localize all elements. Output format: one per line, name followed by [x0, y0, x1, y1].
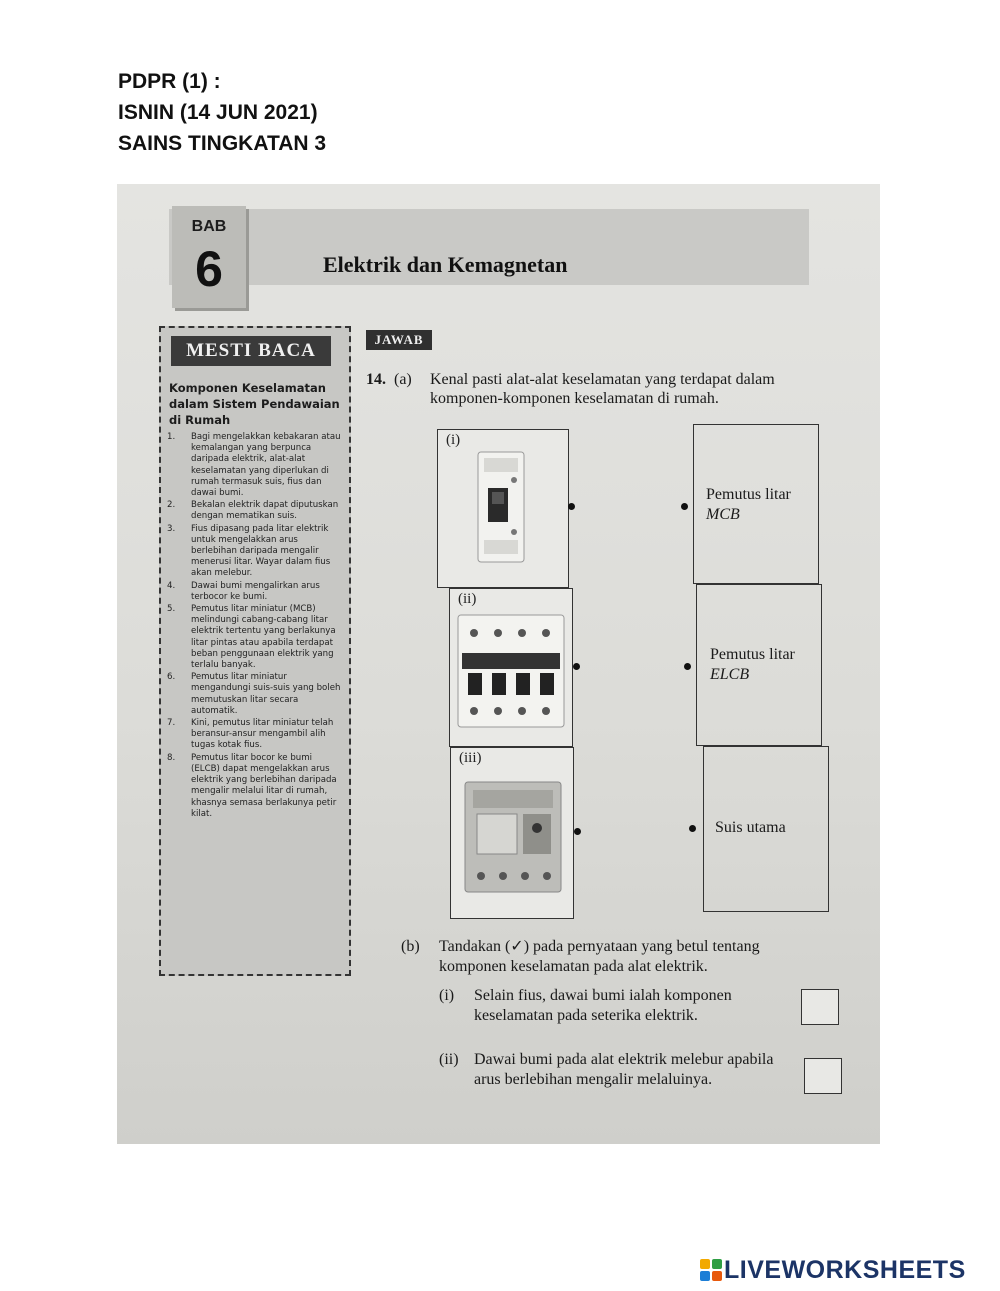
statement-label: (ii) [439, 1051, 459, 1068]
mesti-baca-sidebar [159, 326, 351, 976]
item-text: Pemutus litar miniatur mengandungi suis-suis yang boleh memutuskan litar secara automatik. [191, 672, 341, 716]
item-number: 3. [167, 523, 176, 534]
item-number: 6. [167, 672, 176, 683]
chapter-number: 6 [195, 241, 223, 297]
answer-text-2 [710, 645, 795, 685]
answer-text-1 [706, 485, 791, 525]
elcb-icon [451, 748, 573, 918]
sidebar-item [167, 604, 343, 671]
textbook-photo [117, 184, 880, 1144]
item-number: 1. [167, 432, 176, 442]
answer-abbrev: MCB [706, 506, 740, 523]
item-text: Fius dipasang pada litar elektrik untuk mengelakkan arus berlebihan daripada mengalir menerusi litar. Wayar dalam fius akan melebur. [191, 523, 331, 579]
item-number: 8. [167, 752, 176, 763]
sidebar-heading: Komponen Keselamatan dalam Sistem Pendawaian di Rumah [169, 381, 340, 427]
part-b-text: Tandakan (✓) pada pernyataan yang betul tentang komponen keselamatan pada alat elektrik. [439, 938, 760, 975]
image-label: (ii) [458, 591, 477, 607]
item-text: Pemutus litar miniatur (MCB) melindungi cabang-cabang litar elektrik tertentu yang berlakunya litar pintas atau apabila terdapat beban penggunaan elektrik yang terlalu banyak. [191, 604, 336, 671]
image-label: (i) [446, 432, 461, 448]
jawab-label: JAWAB [366, 330, 432, 350]
sidebar-item [167, 753, 343, 820]
item-text: Bagi mengelakkan kebakaran atau kemalangan yang berpunca daripada elektrik, alat-alat keselamatan yang diperlukan di rumah termasuk suis, fius dan dawai bumi. [191, 432, 341, 499]
statement-label: (i) [439, 987, 455, 1004]
header-line-3: SAINS TINGKATAN 3 [118, 132, 327, 155]
sidebar-item [167, 581, 343, 603]
part-a-label: (a) [394, 371, 412, 388]
mcb-breaker-icon [438, 430, 568, 587]
answer-line-2 [710, 665, 795, 685]
sidebar-title: MESTI BACA [171, 336, 331, 366]
sidebar-item [167, 500, 343, 522]
textbook-page [117, 184, 880, 1144]
image-cell-i [437, 429, 569, 588]
chapter-title: Elektrik dan Kemagnetan [323, 252, 568, 277]
part-b-label: (b) [401, 938, 420, 955]
answer-line-1: Pemutus litar [710, 646, 795, 663]
logo-text: LIVEWORKSHEETS [724, 1256, 966, 1284]
answer-line-1: Suis utama [715, 819, 786, 836]
item-text: Kini, pemutus litar miniatur telah beransur-ansur mengambil alih tugas kotak fius. [191, 718, 334, 751]
item-number: 7. [167, 718, 176, 729]
item-number: 2. [167, 500, 176, 511]
answer-line-2 [706, 505, 791, 525]
item-text: Bekalan elektrik dapat diputuskan dengan mematikan suis. [191, 500, 339, 522]
match-dot-image-ii[interactable] [573, 663, 580, 670]
sidebar-list [167, 432, 343, 821]
statement-text: Selain fius, dawai bumi ialah komponen keselamatan pada seterika elektrik. [474, 987, 732, 1024]
header-line-1: PDPR (1) : [118, 70, 221, 93]
image-cell-ii [449, 588, 573, 747]
match-dot-answer-3[interactable] [689, 825, 696, 832]
sidebar-item [167, 524, 343, 580]
chapter-number-box [172, 206, 246, 308]
match-dot-image-i[interactable] [568, 503, 575, 510]
match-dot-image-iii[interactable] [574, 828, 581, 835]
item-text: Dawai bumi mengalirkan arus terbocor ke bumi. [191, 580, 320, 602]
answer-line-1: Pemutus litar [706, 486, 791, 503]
tick-box-ii[interactable] [804, 1058, 842, 1094]
item-text: Pemutus litar bocor ke bumi (ELCB) dapat mengelakkan arus elektrik yang berlebihan daripada mengalir melalui litar di rumah, khasnya semasa berlakunya petir kilat. [191, 752, 337, 819]
item-number: 5. [167, 604, 176, 615]
worksheet-header [118, 66, 326, 159]
part-a-text: Kenal pasti alat-alat keselamatan yang terdapat dalam komponen-komponen keselamatan di rumah. [430, 371, 775, 407]
question-14a [366, 370, 816, 407]
match-dot-answer-2[interactable] [684, 663, 691, 670]
answer-text-3 [715, 818, 786, 838]
match-dot-answer-1[interactable] [681, 503, 688, 510]
liveworksheets-logo-icon [700, 1259, 722, 1281]
sidebar-item [167, 672, 343, 717]
four-pole-breaker-icon [450, 589, 572, 746]
header-line-2: ISNIN (14 JUN 2021) [118, 101, 318, 124]
answer-abbrev: ELCB [710, 666, 750, 683]
image-label: (iii) [459, 750, 482, 766]
sidebar-item [167, 432, 343, 499]
chapter-label: BAB [191, 218, 227, 235]
sidebar-item [167, 718, 343, 752]
tick-box-i[interactable] [801, 989, 839, 1025]
statement-text: Dawai bumi pada alat elektrik melebur apabila arus berlebihan mengalir melaluinya. [474, 1051, 774, 1088]
question-number: 14. [366, 371, 386, 388]
image-cell-iii [450, 747, 574, 919]
item-number: 4. [167, 580, 176, 591]
